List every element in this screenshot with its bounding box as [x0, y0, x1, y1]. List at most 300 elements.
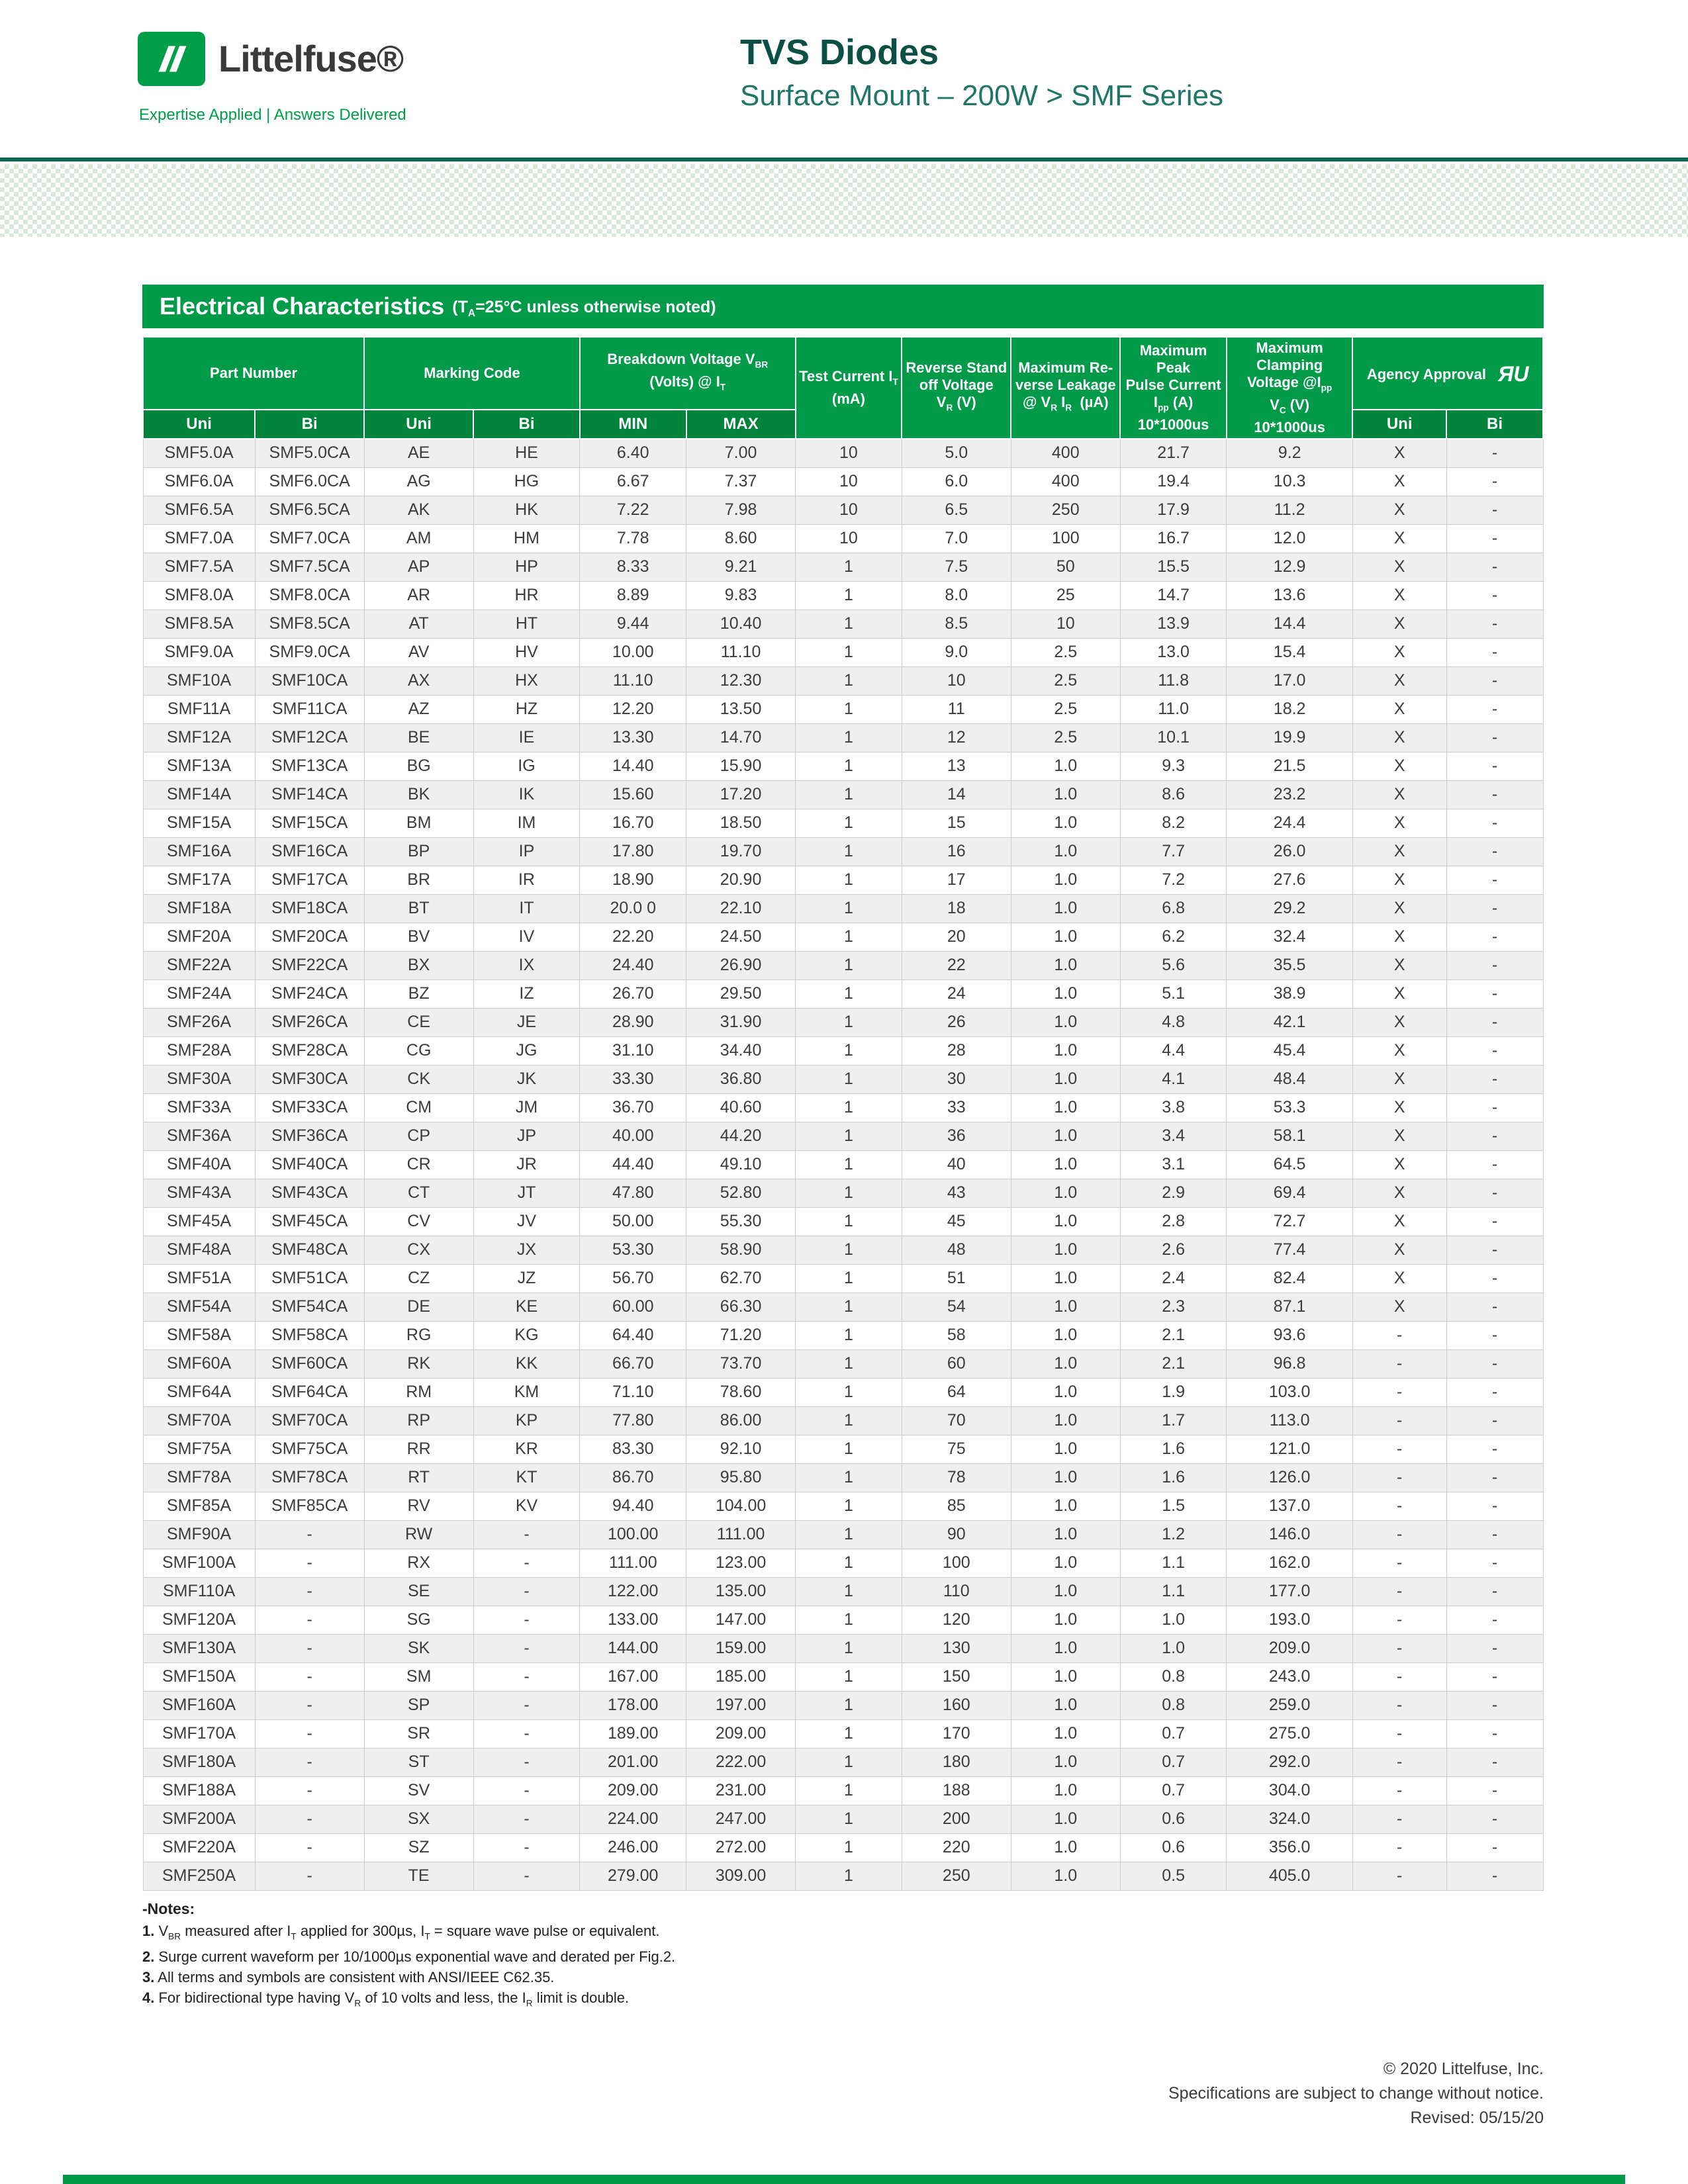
- table-cell: 2.1: [1120, 1349, 1227, 1378]
- table-cell: -: [1352, 1833, 1446, 1862]
- table-cell: 8.2: [1120, 809, 1227, 837]
- table-cell: -: [473, 1634, 580, 1662]
- table-row: [143, 1805, 1543, 1833]
- table-cell: 1.0: [1011, 1463, 1120, 1492]
- table-cell: -: [1446, 1520, 1543, 1549]
- table-cell: -: [1446, 1719, 1543, 1748]
- table-cell: SE: [364, 1577, 473, 1606]
- table-cell: 231.00: [686, 1776, 796, 1805]
- table-cell: SMF188A: [143, 1776, 255, 1805]
- table-cell: 64.40: [580, 1321, 686, 1349]
- table-row: [143, 1634, 1543, 1662]
- table-cell: 1: [796, 1776, 902, 1805]
- table-cell: 93.6: [1227, 1321, 1352, 1349]
- table-cell: SMF75CA: [255, 1435, 364, 1463]
- table-cell: SMF33A: [143, 1093, 255, 1122]
- table-row: [143, 1492, 1543, 1520]
- table-cell: 247.00: [686, 1805, 796, 1833]
- table-cell: RK: [364, 1349, 473, 1378]
- table-cell: -: [1352, 1634, 1446, 1662]
- table-cell: IG: [473, 752, 580, 780]
- table-cell: 55.30: [686, 1207, 796, 1236]
- table-cell: BM: [364, 809, 473, 837]
- table-cell: SK: [364, 1634, 473, 1662]
- table-cell: 29.2: [1227, 894, 1352, 923]
- table-cell: X: [1352, 1036, 1446, 1065]
- table-cell: -: [1446, 1577, 1543, 1606]
- table-cell: SMF26A: [143, 1008, 255, 1036]
- table-cell: X: [1352, 1236, 1446, 1264]
- table-cell: 0.7: [1120, 1776, 1227, 1805]
- table-cell: -: [255, 1634, 364, 1662]
- table-cell: SMF150A: [143, 1662, 255, 1691]
- table-cell: JV: [473, 1207, 580, 1236]
- table-cell: 43: [902, 1179, 1011, 1207]
- table-cell: 1.0: [1011, 1520, 1120, 1549]
- table-cell: 13.0: [1120, 638, 1227, 666]
- table-cell: 110: [902, 1577, 1011, 1606]
- table-cell: X: [1352, 1093, 1446, 1122]
- table-cell: SMF170A: [143, 1719, 255, 1748]
- table-cell: 54: [902, 1293, 1011, 1321]
- table-cell: -: [1446, 837, 1543, 866]
- table-cell: -: [1352, 1435, 1446, 1463]
- table-cell: JX: [473, 1236, 580, 1264]
- table-cell: SMF54A: [143, 1293, 255, 1321]
- table-cell: 10: [902, 666, 1011, 695]
- table-row: [143, 809, 1543, 837]
- table-cell: 6.5: [902, 496, 1011, 524]
- table-cell: 60: [902, 1349, 1011, 1378]
- table-cell: 3.1: [1120, 1150, 1227, 1179]
- table-cell: 1.0: [1011, 1264, 1120, 1293]
- table-cell: 14: [902, 780, 1011, 809]
- table-cell: 26.0: [1227, 837, 1352, 866]
- table-cell: CE: [364, 1008, 473, 1036]
- table-cell: 1: [796, 1463, 902, 1492]
- table-cell: 2.3: [1120, 1293, 1227, 1321]
- table-cell: -: [1446, 610, 1543, 638]
- table-cell: 15.60: [580, 780, 686, 809]
- table-cell: 71.10: [580, 1378, 686, 1406]
- table-cell: 13.9: [1120, 610, 1227, 638]
- table-cell: 7.22: [580, 496, 686, 524]
- table-row: [143, 1349, 1543, 1378]
- table-cell: 58.1: [1227, 1122, 1352, 1150]
- table-cell: -: [1446, 467, 1543, 496]
- table-cell: X: [1352, 496, 1446, 524]
- table-cell: 1: [796, 610, 902, 638]
- table-cell: 92.10: [686, 1435, 796, 1463]
- table-cell: 8.89: [580, 581, 686, 610]
- table-cell: 170: [902, 1719, 1011, 1748]
- table-cell: -: [1352, 1549, 1446, 1577]
- section-title-note: ($T_A=25^\circ C$ unless otherwise noted): [452, 297, 716, 319]
- doc-title: TVS Diodes: [740, 32, 939, 72]
- table-cell: 1.0: [1011, 951, 1120, 979]
- table-cell: 1.0: [1011, 1862, 1120, 1890]
- checker-pattern-band: [0, 164, 1688, 237]
- table-cell: IV: [473, 923, 580, 951]
- table-cell: 1: [796, 666, 902, 695]
- table-cell: 193.0: [1227, 1606, 1352, 1634]
- footer-copyright: © 2020 Littelfuse, Inc.: [1383, 2060, 1544, 2079]
- table-cell: 1.7: [1120, 1406, 1227, 1435]
- table-cell: -: [255, 1520, 364, 1549]
- table-cell: SR: [364, 1719, 473, 1748]
- table-row: [143, 923, 1543, 951]
- table-cell: -: [1446, 1349, 1543, 1378]
- table-cell: 200: [902, 1805, 1011, 1833]
- table-cell: 26.90: [686, 951, 796, 979]
- table-cell: 60.00: [580, 1293, 686, 1321]
- table-cell: -: [473, 1577, 580, 1606]
- table-cell: -: [255, 1833, 364, 1862]
- table-cell: 1: [796, 695, 902, 723]
- table-cell: BV: [364, 923, 473, 951]
- table-cell: 11: [902, 695, 1011, 723]
- table-cell: 272.00: [686, 1833, 796, 1862]
- table-cell: 12.20: [580, 695, 686, 723]
- table-cell: -: [1446, 1805, 1543, 1833]
- table-cell: 31.10: [580, 1036, 686, 1065]
- table-cell: 1: [796, 752, 902, 780]
- table-cell: 220: [902, 1833, 1011, 1862]
- table-cell: 19.70: [686, 837, 796, 866]
- table-cell: 94.40: [580, 1492, 686, 1520]
- table-cell: 17.80: [580, 837, 686, 866]
- table-cell: SMF36A: [143, 1122, 255, 1150]
- table-cell: -: [1446, 1036, 1543, 1065]
- table-cell: 22: [902, 951, 1011, 979]
- table-cell: 400: [1011, 467, 1120, 496]
- table-cell: 7.98: [686, 496, 796, 524]
- table-cell: X: [1352, 1264, 1446, 1293]
- table-cell: SZ: [364, 1833, 473, 1862]
- table-cell: 66.30: [686, 1293, 796, 1321]
- table-cell: 188: [902, 1776, 1011, 1805]
- table-cell: 1: [796, 1662, 902, 1691]
- table-cell: -: [1352, 1805, 1446, 1833]
- table-cell: 1: [796, 894, 902, 923]
- table-cell: SMF130A: [143, 1634, 255, 1662]
- table-cell: SMF70A: [143, 1406, 255, 1435]
- table-cell: 133.00: [580, 1606, 686, 1634]
- note-item: 3. All terms and symbols are consistent with ANSI/IEEE C62.35.: [142, 1968, 555, 1985]
- table-cell: SMF22A: [143, 951, 255, 979]
- table-cell: 1: [796, 837, 902, 866]
- table-cell: 1.0: [1011, 1691, 1120, 1719]
- table-cell: SMF6.0CA: [255, 467, 364, 496]
- table-cell: 178.00: [580, 1691, 686, 1719]
- table-cell: 14.40: [580, 752, 686, 780]
- table-cell: 12: [902, 723, 1011, 752]
- table-cell: SMF100A: [143, 1549, 255, 1577]
- table-cell: 24: [902, 979, 1011, 1008]
- table-cell: 6.0: [902, 467, 1011, 496]
- table-cell: HV: [473, 638, 580, 666]
- table-cell: -: [473, 1776, 580, 1805]
- table-row: [143, 1606, 1543, 1634]
- table-cell: 18.50: [686, 809, 796, 837]
- table-cell: 11.0: [1120, 695, 1227, 723]
- table-cell: 11.2: [1227, 496, 1352, 524]
- table-cell: 1: [796, 1577, 902, 1606]
- table-cell: -: [255, 1805, 364, 1833]
- table-cell: 10.3: [1227, 467, 1352, 496]
- table-cell: 1: [796, 1264, 902, 1293]
- table-cell: -: [1446, 439, 1543, 467]
- table-row: [143, 1406, 1543, 1435]
- table-cell: 6.8: [1120, 894, 1227, 923]
- table-cell: JZ: [473, 1264, 580, 1293]
- table-cell: 120: [902, 1606, 1011, 1634]
- table-cell: CM: [364, 1093, 473, 1122]
- table-cell: 2.5: [1011, 666, 1120, 695]
- table-cell: 2.5: [1011, 723, 1120, 752]
- table-cell: 250: [1011, 496, 1120, 524]
- table-cell: 1.0: [1011, 1122, 1120, 1150]
- footer-disclaimer: Specifications are subject to change without notice.: [1168, 2084, 1544, 2103]
- table-cell: 1: [796, 1520, 902, 1549]
- table-cell: 69.4: [1227, 1179, 1352, 1207]
- table-cell: SMF28A: [143, 1036, 255, 1065]
- table-cell: SMF58CA: [255, 1321, 364, 1349]
- table-cell: 12.30: [686, 666, 796, 695]
- table-cell: 197.00: [686, 1691, 796, 1719]
- table-cell: X: [1352, 1150, 1446, 1179]
- table-cell: 17: [902, 866, 1011, 894]
- table-row: [143, 1065, 1543, 1093]
- table-cell: 47.80: [580, 1179, 686, 1207]
- table-cell: 34.40: [686, 1036, 796, 1065]
- table-cell: X: [1352, 979, 1446, 1008]
- table-cell: AZ: [364, 695, 473, 723]
- table-cell: 18.2: [1227, 695, 1352, 723]
- table-cell: 113.0: [1227, 1406, 1352, 1435]
- table-cell: 45: [902, 1207, 1011, 1236]
- table-row: [143, 951, 1543, 979]
- brand-tagline: Expertise Applied | Answers Delivered: [139, 106, 406, 124]
- table-cell: 26.70: [580, 979, 686, 1008]
- table-cell: 16.7: [1120, 524, 1227, 553]
- table-cell: X: [1352, 610, 1446, 638]
- table-cell: -: [1446, 1691, 1543, 1719]
- table-cell: 159.00: [686, 1634, 796, 1662]
- table-cell: HR: [473, 581, 580, 610]
- table-cell: -: [1446, 1606, 1543, 1634]
- subcol-max: MAX: [686, 410, 796, 439]
- table-cell: -: [1446, 1321, 1543, 1349]
- table-cell: 58: [902, 1321, 1011, 1349]
- table-cell: 6.40: [580, 439, 686, 467]
- table-cell: 111.00: [580, 1549, 686, 1577]
- table-cell: RT: [364, 1463, 473, 1492]
- table-cell: SMF78CA: [255, 1463, 364, 1492]
- table-cell: IX: [473, 951, 580, 979]
- table-cell: 1.0: [1011, 1833, 1120, 1862]
- col-max-clamping-voltage: Maximum Clamping Voltage $@I_{pp}$ $V_C$ (V) 10*1000us: [1227, 337, 1352, 439]
- table-cell: 8.5: [902, 610, 1011, 638]
- table-cell: X: [1352, 553, 1446, 581]
- table-cell: 1: [796, 809, 902, 837]
- note-item: 4. For bidirectional type having $V_R$ of 10 volts and less, the $I_R$ limit is double.: [142, 1989, 630, 2009]
- table-cell: SMF78A: [143, 1463, 255, 1492]
- table-row: [143, 439, 1543, 467]
- table-cell: X: [1352, 1008, 1446, 1036]
- table-cell: 73.70: [686, 1349, 796, 1378]
- table-row: [143, 1833, 1543, 1862]
- table-row: [143, 1293, 1543, 1321]
- table-cell: SMF17CA: [255, 866, 364, 894]
- table-cell: -: [1446, 638, 1543, 666]
- table-cell: 35.5: [1227, 951, 1352, 979]
- table-cell: 1.0: [1011, 1065, 1120, 1093]
- table-cell: 64: [902, 1378, 1011, 1406]
- table-cell: 279.00: [580, 1862, 686, 1890]
- table-cell: X: [1352, 951, 1446, 979]
- table-cell: 1: [796, 1691, 902, 1719]
- table-cell: 1.0: [1011, 1662, 1120, 1691]
- table-cell: -: [1352, 1321, 1446, 1349]
- table-cell: -: [1446, 1463, 1543, 1492]
- table-cell: 275.0: [1227, 1719, 1352, 1748]
- table-cell: 11.10: [686, 638, 796, 666]
- table-cell: KG: [473, 1321, 580, 1349]
- table-cell: JG: [473, 1036, 580, 1065]
- table-cell: 50: [1011, 553, 1120, 581]
- table-cell: 15.5: [1120, 553, 1227, 581]
- table-cell: -: [1352, 1606, 1446, 1634]
- table-cell: 5.6: [1120, 951, 1227, 979]
- table-cell: HT: [473, 610, 580, 638]
- table-cell: 13.50: [686, 695, 796, 723]
- table-cell: 36.80: [686, 1065, 796, 1093]
- table-cell: 104.00: [686, 1492, 796, 1520]
- table-cell: SMF7.5CA: [255, 553, 364, 581]
- table-cell: 77.80: [580, 1406, 686, 1435]
- table-cell: SMF45A: [143, 1207, 255, 1236]
- table-cell: 78: [902, 1463, 1011, 1492]
- table-cell: JE: [473, 1008, 580, 1036]
- table-cell: 1: [796, 1122, 902, 1150]
- table-cell: CT: [364, 1179, 473, 1207]
- table-cell: 7.7: [1120, 837, 1227, 866]
- table-cell: X: [1352, 1122, 1446, 1150]
- table-cell: 189.00: [580, 1719, 686, 1748]
- table-cell: 292.0: [1227, 1748, 1352, 1776]
- table-row: [143, 1150, 1543, 1179]
- table-cell: X: [1352, 723, 1446, 752]
- table-cell: HK: [473, 496, 580, 524]
- table-cell: -: [1446, 923, 1543, 951]
- table-cell: SMF70CA: [255, 1406, 364, 1435]
- table-cell: 1.0: [1011, 1207, 1120, 1236]
- table-cell: SMF48CA: [255, 1236, 364, 1264]
- table-cell: 1: [796, 1805, 902, 1833]
- table-row: [143, 610, 1543, 638]
- table-cell: 24.50: [686, 923, 796, 951]
- table-cell: 250: [902, 1862, 1011, 1890]
- table-row: [143, 1378, 1543, 1406]
- table-cell: 1: [796, 979, 902, 1008]
- table-cell: HP: [473, 553, 580, 581]
- table-cell: 1: [796, 1236, 902, 1264]
- table-cell: X: [1352, 524, 1446, 553]
- table-cell: X: [1352, 1065, 1446, 1093]
- table-cell: SMF85A: [143, 1492, 255, 1520]
- table-cell: 1: [796, 866, 902, 894]
- table-cell: SMF12A: [143, 723, 255, 752]
- table-row: [143, 524, 1543, 553]
- table-row: [143, 1549, 1543, 1577]
- table-cell: 9.0: [902, 638, 1011, 666]
- table-cell: SMF20A: [143, 923, 255, 951]
- table-cell: 83.30: [580, 1435, 686, 1463]
- table-cell: 1.0: [1011, 1179, 1120, 1207]
- table-row: [143, 894, 1543, 923]
- table-cell: 103.0: [1227, 1378, 1352, 1406]
- table-cell: 1.0: [1011, 1577, 1120, 1606]
- table-cell: RW: [364, 1520, 473, 1549]
- col-agency-approval: [1352, 337, 1543, 410]
- footer-revised: Revised: 05/15/20: [1410, 2109, 1544, 2128]
- table-cell: -: [473, 1549, 580, 1577]
- table-row: [143, 1179, 1543, 1207]
- table-cell: -: [1446, 1833, 1543, 1862]
- table-cell: 64.5: [1227, 1150, 1352, 1179]
- table-cell: X: [1352, 666, 1446, 695]
- table-cell: -: [473, 1748, 580, 1776]
- table-cell: SMF120A: [143, 1606, 255, 1634]
- table-cell: 30: [902, 1065, 1011, 1093]
- table-cell: 52.80: [686, 1179, 796, 1207]
- table-cell: SMF7.0CA: [255, 524, 364, 553]
- table-row: [143, 723, 1543, 752]
- table-cell: 3.4: [1120, 1122, 1227, 1150]
- table-cell: 209.0: [1227, 1634, 1352, 1662]
- table-cell: 8.0: [902, 581, 1011, 610]
- page-header: [0, 0, 1688, 158]
- table-cell: 62.70: [686, 1264, 796, 1293]
- table-cell: 1: [796, 638, 902, 666]
- table-cell: 8.60: [686, 524, 796, 553]
- table-row: [143, 752, 1543, 780]
- table-cell: SMF5.0CA: [255, 439, 364, 467]
- table-cell: SMF12CA: [255, 723, 364, 752]
- table-cell: 1: [796, 553, 902, 581]
- table-cell: 96.8: [1227, 1349, 1352, 1378]
- table-cell: -: [1446, 1207, 1543, 1236]
- table-cell: 1: [796, 1093, 902, 1122]
- table-cell: 28.90: [580, 1008, 686, 1036]
- table-cell: 2.5: [1011, 695, 1120, 723]
- table-cell: 1.6: [1120, 1435, 1227, 1463]
- table-cell: IE: [473, 723, 580, 752]
- table-cell: 14.4: [1227, 610, 1352, 638]
- table-cell: -: [473, 1662, 580, 1691]
- table-cell: 135.00: [686, 1577, 796, 1606]
- table-cell: -: [473, 1691, 580, 1719]
- table-cell: 1: [796, 1150, 902, 1179]
- table-cell: 1.0: [1011, 1150, 1120, 1179]
- table-cell: 1.0: [1011, 1776, 1120, 1805]
- table-cell: X: [1352, 1179, 1446, 1207]
- table-cell: SX: [364, 1805, 473, 1833]
- table-cell: BP: [364, 837, 473, 866]
- table-row: [143, 866, 1543, 894]
- table-cell: -: [1352, 1662, 1446, 1691]
